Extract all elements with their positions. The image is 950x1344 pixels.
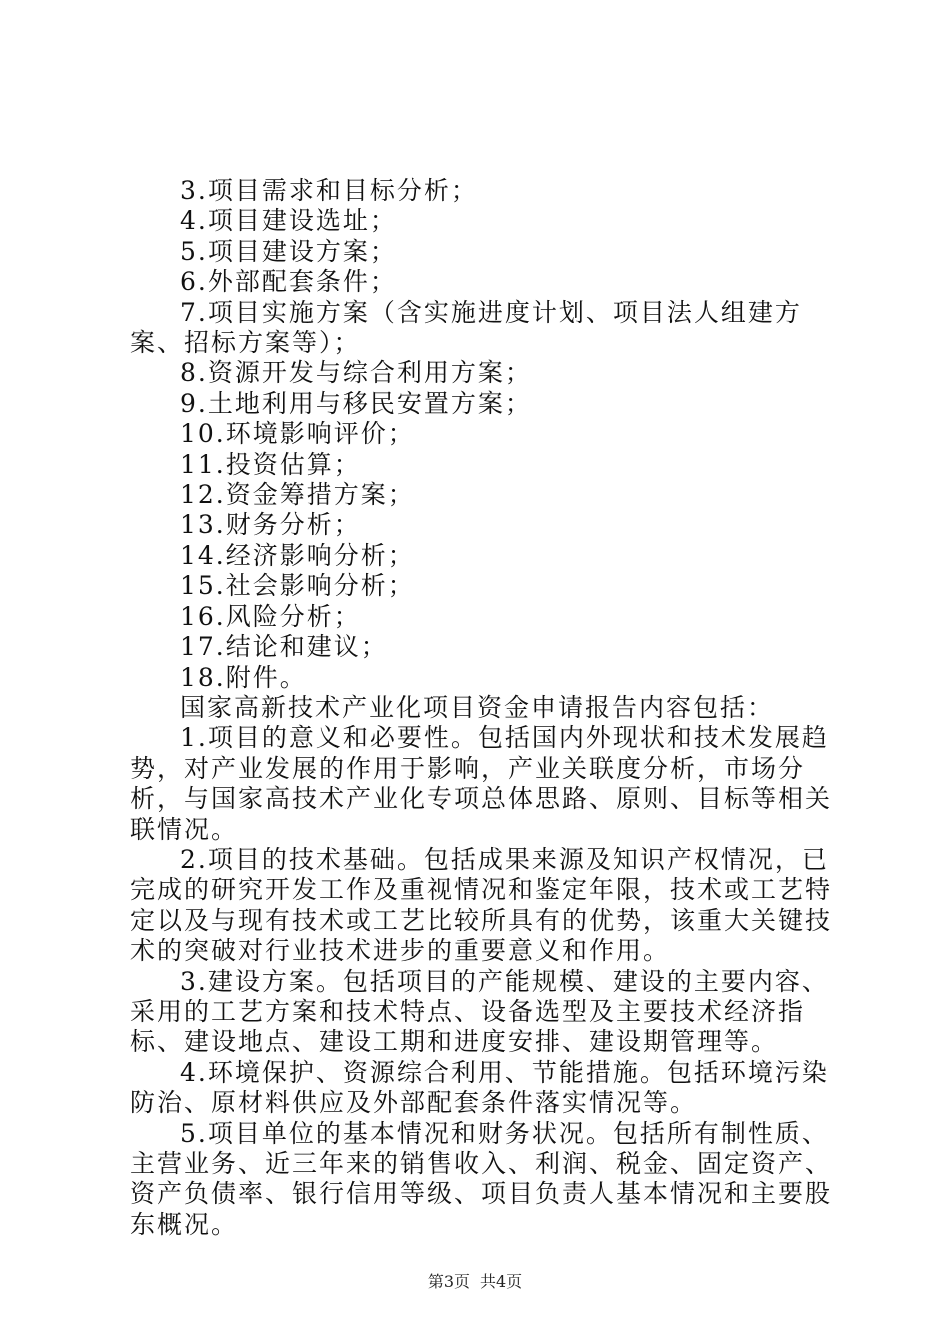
- paragraph: 5.项目单位的基本情况和财务状况。包括所有制性质、主营业务、近三年来的销售收入、利润、税金、固定资产、资产负债率、银行信用等级、项目负责人基本情况和主要股东概况。: [130, 1118, 833, 1239]
- paragraph: 12.资金筹措方案；: [180, 480, 415, 510]
- paragraph: 16.风险分析；: [180, 601, 361, 631]
- paragraph: 4.环境保护、资源综合利用、节能措施。包括环境污染防治、原材料供应及外部配套条件落实情况等。: [130, 1057, 829, 1118]
- paragraph: 3.项目需求和目标分析；: [180, 176, 478, 205]
- paragraph: 11.投资估算；: [180, 449, 361, 479]
- page-footer: [0, 1272, 950, 1292]
- page-total: 共4页: [480, 1272, 523, 1291]
- paragraph: 13.财务分析；: [180, 510, 361, 540]
- document-body: [130, 176, 850, 1240]
- paragraph: 4.项目建设选址；: [180, 206, 397, 236]
- paragraph: 7.项目实施方案（含实施进度计划、项目法人组建方案、招标方案等）；: [130, 297, 802, 358]
- paragraph: 2.项目的技术基础。包括成果来源及知识产权情况，已完成的研究开发工作及重视情况和鉴定年限，技术或工艺特定以及与现有技术或工艺比较所具有的优势，该重大关键技术的突破对行业技术进步的重要意义和作用。: [130, 844, 833, 966]
- paragraph: 3.建设方案。包括项目的产能规模、建设的主要内容、采用的工艺方案和技术特点、设备选型及主要技术经济指标、建设地点、建设工期和进度安排、建设期管理等。: [130, 966, 829, 1057]
- paragraph: 8.资源开发与综合利用方案；: [180, 358, 532, 388]
- paragraph: 14.经济影响分析；: [180, 540, 415, 570]
- paragraph: 18.附件。: [180, 662, 307, 692]
- page-number: 第3页: [427, 1272, 470, 1291]
- paragraph: 5.项目建设方案；: [180, 236, 397, 266]
- section-intro: 国家高新技术产业化项目资金申请报告内容包括：: [180, 692, 775, 722]
- paragraph: 10.环境影响评价；: [180, 419, 415, 449]
- paragraph: 1.项目的意义和必要性。包括国内外现状和技术发展趋势，对产业发展的作用于影响，产业关联度分析，市场分析，与国家高技术产业化专项总体思路、原则、目标等相关联情况。: [130, 723, 833, 844]
- paragraph: 15.社会影响分析；: [180, 571, 415, 601]
- paragraph: 17.结论和建议；: [180, 632, 388, 662]
- paragraph: 9.土地利用与移民安置方案；: [180, 388, 532, 418]
- paragraph: 6.外部配套条件；: [180, 267, 397, 297]
